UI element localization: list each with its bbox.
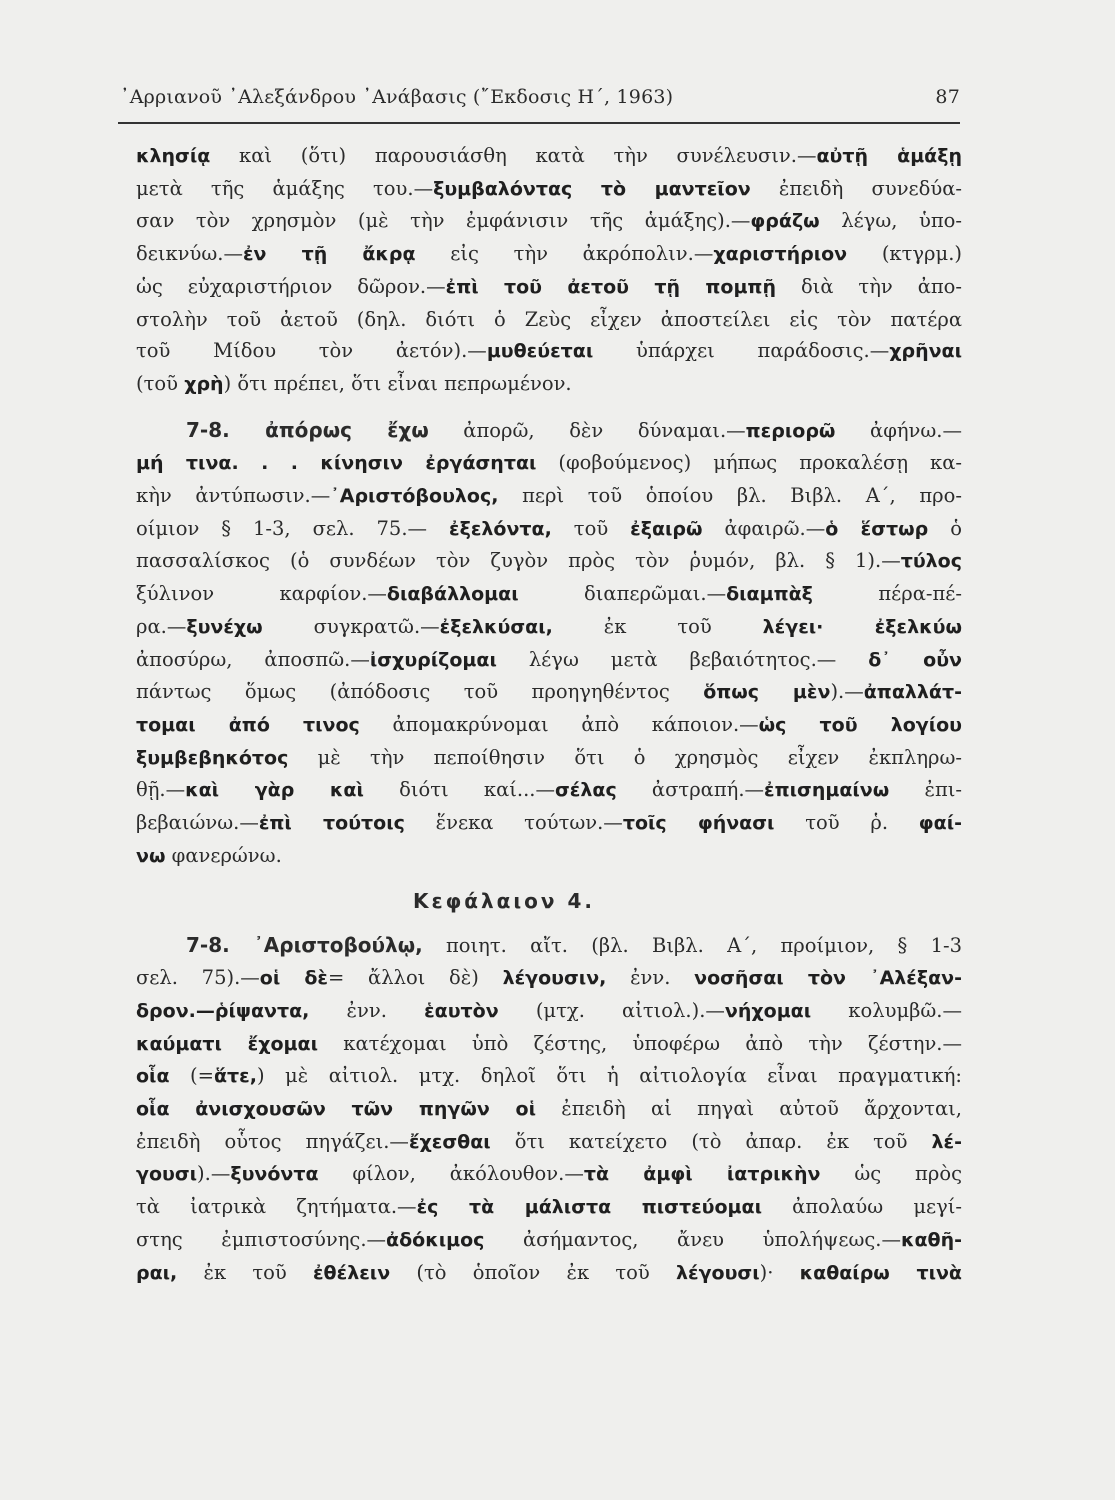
text-line: μετὰ τῆς ἁμάξης του.—ξυμβαλόντας τὸ μαντεῖον ἐπειδὴ συνεδύα-	[136, 176, 963, 200]
text-line: ξυμβεβηκότος μὲ τὴν πεποίθησιν ὅτι ὁ χρησμὸς εἶχεν ἐκπληρω-	[136, 745, 962, 769]
text-line: ἀποσύρω, ἀποσπῶ.—ἰσχυρίζομαι λέγω μετὰ βεβαιότητος.— δ᾿ οὖν	[136, 647, 962, 671]
text-line: καύματι ἔχομαι κατέχομαι ὑπὸ ζέστης, ὑποφέρω ἀπὸ τὴν ζέστην.—	[136, 1031, 962, 1055]
chapter-heading: Κεφάλαιον 4.	[412, 889, 596, 914]
text-line: γουσι).—ξυνόντα φίλον, ἀκόλουθον.—τὰ ἀμφὶ ἰατρικὴν ὡς πρὸς	[136, 1162, 962, 1186]
text-line: ἐπειδὴ οὗτος πηγάζει.—ἔχεσθαι ὅτι κατείχετο (τὸ ἀπαρ. ἐκ τοῦ λέ-	[136, 1129, 962, 1153]
text-line: θῇ.—καὶ γὰρ καὶ διότι καί...—σέλας ἀστραπή.—ἐπισημαίνω ἐπι-	[136, 778, 962, 802]
text-line: τοῦ Μίδου τὸν ἀετόν).—μυθεύεται ὑπάρχει παράδοσις.—χρῆναι	[136, 339, 962, 363]
text-line: δεικνύω.—ἐν τῇ ἄκρᾳ εἰς τὴν ἀκρόπολιν.—χαριστήριον (κτγρμ.)	[136, 242, 963, 266]
text-line: 7-8. ἀπόρως ἔχω ἀπορῶ, δὲν δύναμαι.—περιορῶ ἀφήνω.—	[186, 417, 962, 442]
text-line: κλησίᾳ καὶ (ὅτι) παρουσιάσθη κατὰ τὴν συνέλευσιν.—αὐτῇ ἁμάξῃ	[136, 144, 962, 167]
text-line: βεβαιώνω.—ἐπὶ τούτοις ἕνεκα τούτων.—τοῖς φήνασι τοῦ ῥ. φαί-	[136, 811, 963, 835]
text-line: ὡς εὐχαριστήριον δῶρον.—ἐπὶ τοῦ ἀετοῦ τῇ πομπῇ διὰ τὴν ἀπο-	[136, 274, 963, 298]
text-line: σαν τὸν χρησμὸν (μὲ τὴν ἐμφάνισιν τῆς ἁμάξης).—φράζω λέγω, ὑπο-	[136, 209, 962, 233]
text-line: οἷα (=ἅτε,) μὲ αἰτιολ. μτχ. δηλοῖ ὅτι ἡ αἰτιολογία εἶναι πραγματική:	[136, 1064, 962, 1088]
text-line: κὴν ἀντύπωσιν.—᾿Αριστόβουλος, περὶ τοῦ ὁποίου βλ. Βιβλ. Α΄, προ-	[136, 484, 962, 508]
page-number: 87	[935, 86, 960, 108]
text-line: τὰ ἰατρικὰ ζητήματα.—ἐς τὰ μάλιστα πιστεύομαι ἀπολαύω μεγί-	[136, 1195, 962, 1219]
header-rule	[118, 122, 960, 124]
text-line: πάντως ὅμως (ἀπόδοσις τοῦ προηγηθέντος ὅπως μὲν).—ἀπαλλάτ-	[136, 680, 962, 704]
paragraph-gap	[136, 401, 962, 415]
text-line: (τοῦ χρὴ) ὅτι πρέπει, ὅτι εἶναι πεπρωμένον.	[136, 371, 572, 395]
text-line: ραι, ἐκ τοῦ ἐθέλειν (τὸ ὁποῖον ἐκ τοῦ λέγουσι)· καθαίρω τινὰ	[136, 1260, 962, 1284]
text-line: στης ἐμπιστοσύνης.—ἀδόκιμος ἀσήμαντος, ἄνευ ὑπολήψεως.—καθῆ-	[136, 1227, 962, 1251]
text-line: τομαι ἀπό τινος ἀπομακρύνομαι ἀπὸ κάποιον.—ὡς τοῦ λογίου	[136, 712, 962, 736]
text-line: ρα.—ξυνέχω συγκρατῶ.—ἐξελκύσαι, ἐκ τοῦ λέγει· ἐξελκύω	[136, 614, 962, 638]
text-line: νω φανερώνω.	[136, 843, 282, 867]
text-line: οίμιον § 1-3, σελ. 75.— ἐξελόντα, τοῦ ἐξαιρῶ ἀφαιρῶ.—ὁ ἕστωρ ὁ	[136, 516, 962, 540]
text-line: 7-8. ᾿Αριστοβούλῳ, ποιητ. αἴτ. (βλ. Βιβλ. Α΄, προίμιον, § 1-3	[186, 933, 962, 958]
text-line: στολὴν τοῦ ἀετοῦ (δηλ. διότι ὁ Ζεὺς εἶχεν ἀποστείλει εἰς τὸν πατέρα	[136, 307, 962, 331]
text-line: μή τινα. . . κίνησιν ἐργάσηται (φοβούμενος) μήπως προκαλέσῃ κα-	[136, 451, 962, 475]
text-line: ξύλινον καρφίον.—διαβάλλομαι διαπερῶμαι.—διαμπὰξ πέρα-πέ-	[136, 582, 962, 606]
header-title: ᾿Αρριανοῦ ᾿Αλεξάνδρου ᾿Ανάβασις (῎Εκδοσις Η΄, 1963)	[120, 86, 674, 108]
commentary-text	[136, 140, 962, 1289]
text-line: σελ. 75).—οἱ δὲ= ἄλλοι δὲ) λέγουσιν, ἐνν. νοσῆσαι τὸν ᾿Αλέξαν-	[136, 966, 962, 990]
running-header	[120, 86, 960, 108]
text-line: οἷα ἀνισχουσῶν τῶν πηγῶν οἱ ἐπειδὴ αἱ πηγαὶ αὐτοῦ ἄρχονται,	[136, 1096, 962, 1120]
text-line: πασσαλίσκος (ὁ συνδέων τὸν ζυγὸν πρὸς τὸν ῥυμόν, βλ. § 1).—τύλος	[136, 549, 962, 573]
text-line: δρον.—ῥίψαντα, ἐνν. ἑαυτὸν (μτχ. αἰτιολ.).—νήχομαι κολυμβῶ.—	[136, 998, 962, 1022]
